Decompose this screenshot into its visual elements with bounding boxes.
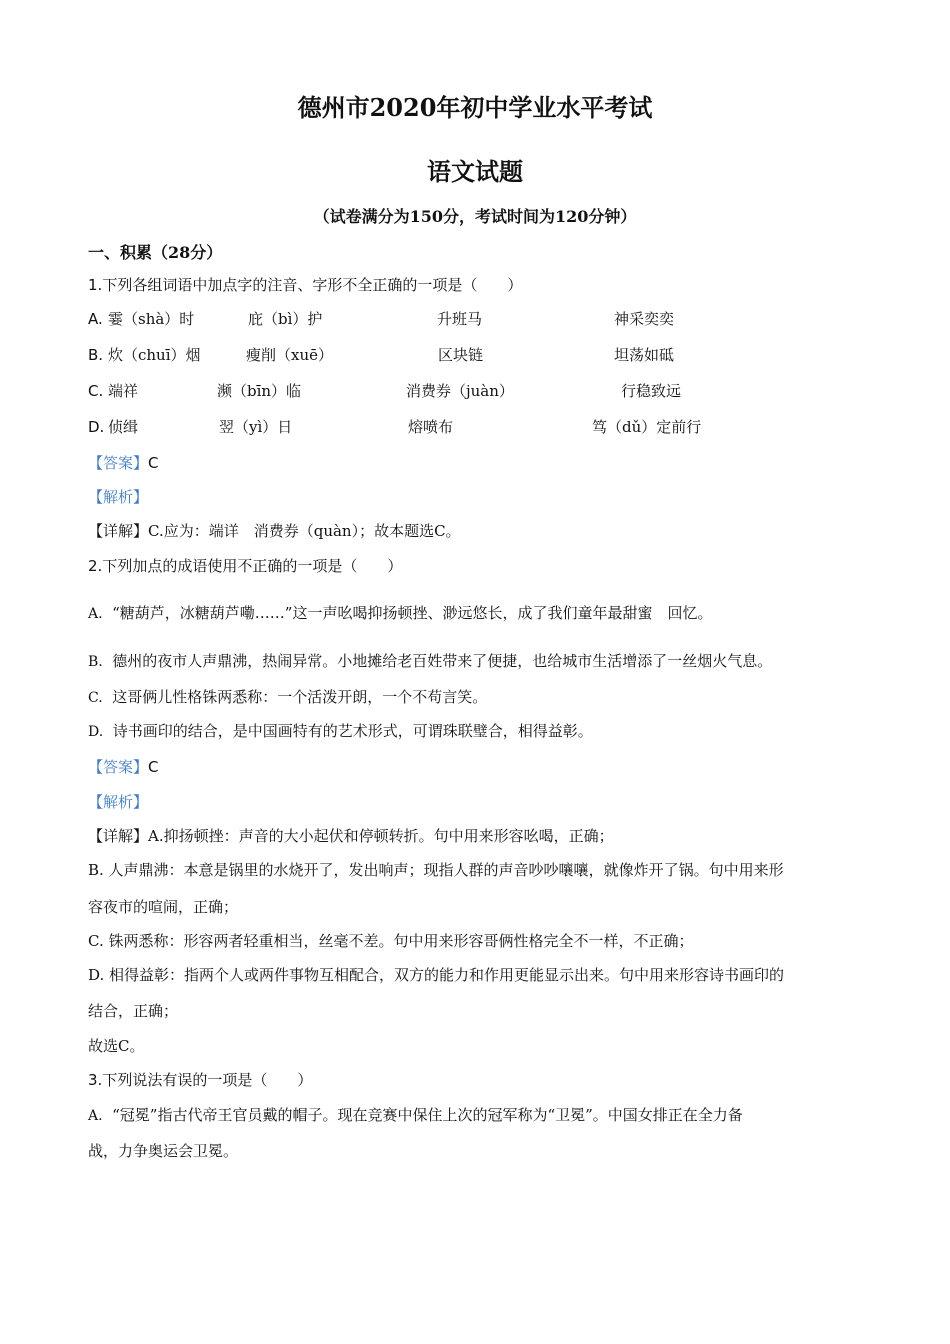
option-label: C. (88, 690, 103, 706)
answer-tag: 【答案】 (88, 454, 149, 472)
option-item: 神采奕奕 (614, 310, 675, 328)
q3-option-a (88, 1105, 743, 1126)
q1-analysis-tag: 【解析】 (88, 488, 149, 506)
q1-option-a (88, 309, 103, 329)
question-number: 3. (88, 1071, 103, 1089)
option-item: 行稳致远 (621, 382, 682, 400)
paper-subtitle: 语文试题 (427, 157, 523, 186)
q1-option-c (88, 381, 103, 401)
section-title: 一、积累（28分） (88, 243, 223, 262)
option-item: 区块链 (438, 346, 484, 364)
q1-answer (88, 453, 159, 473)
question-2 (88, 556, 402, 576)
q1-option-d (88, 417, 104, 437)
option-item: 炊（chuī）烟 (108, 346, 201, 364)
option-item: 濒（bīn）临 (217, 382, 302, 400)
question-number: 1. (88, 276, 103, 294)
option-label: A. (88, 310, 103, 328)
answer-tag: 【答案】 (88, 758, 149, 776)
option-item: 翌（yì）日 (219, 418, 293, 436)
q2-detail-line: D. 相得益彰：指两个人或两件事物互相配合，双方的能力和作用更能显示出来。句中用来形容诗书画印的 (88, 966, 785, 984)
q2-detail-line: 故选C。 (88, 1037, 145, 1055)
q2-option-c (88, 687, 487, 708)
option-label: B. (88, 654, 103, 670)
answer-value: C (148, 758, 159, 776)
option-item: 庇（bì）护 (248, 310, 323, 328)
q3-option-a-continued: 战，力争奥运会卫冕。 (88, 1142, 239, 1160)
option-label: B. (88, 346, 104, 364)
option-item: 坦荡如砥 (614, 346, 675, 364)
question-1 (88, 275, 522, 295)
q2-analysis-tag: 【解析】 (88, 793, 149, 811)
q2-detail-line: 结合，正确； (88, 1002, 179, 1020)
q2-answer (88, 757, 159, 777)
question-stem: 下列各组词语中加点字的注音、字形不全正确的一项是（ ） (102, 276, 523, 294)
q1-detail: 【详解】C.应为：端详 消费券（quàn）；故本题选C。 (88, 522, 461, 540)
question-3 (88, 1070, 312, 1090)
option-label: D. (88, 724, 104, 740)
q2-detail-line: C. 铢两悉称：形容两者轻重相当，丝毫不差。句中用来形容哥俩性格完全不一样，不正确； (88, 932, 694, 950)
option-text: “糖葫芦，冰糖葫芦嘞……”这一声吆喝抑扬顿挫、渺远悠长，成了我们童年最甜蜜 回忆。 (112, 604, 713, 622)
q2-detail-line: 【详解】A.抑扬顿挫：声音的大小起伏和停顿转折。句中用来形容吆喝，正确； (88, 827, 614, 845)
option-text: “冠冕”指古代帝王官员戴的帽子。现在竞赛中保住上次的冠军称为“卫冕”。中国女排正在全力备 (112, 1106, 743, 1124)
q1-option-b (88, 345, 103, 365)
q2-option-d (88, 721, 593, 742)
exam-note: （试卷满分为150分，考试时间为120分钟） (313, 207, 637, 226)
option-item: 侦缉 (108, 418, 139, 436)
exam-title: 德州市2020年初中学业水平考试 (297, 93, 653, 122)
q2-detail-line: 容夜市的喧闹，正确； (88, 898, 239, 916)
option-item: 熔喷布 (408, 418, 454, 436)
option-text: 这哥俩儿性格铢两悉称：一个活泼开朗，一个不苟言笑。 (112, 688, 488, 706)
option-item: 笃（dǔ）定前行 (592, 418, 702, 436)
option-item: 端祥 (108, 382, 139, 400)
question-stem: 下列加点的成语使用不正确的一项是（ ） (102, 557, 403, 575)
q2-option-a (88, 603, 712, 624)
question-stem: 下列说法有误的一项是（ ） (102, 1071, 313, 1089)
option-text: 德州的夜市人声鼎沸，热闹异常。小地摊给老百姓带来了便捷，也给城市生活增添了一丝烟火气息。 (112, 652, 773, 670)
option-label: A. (88, 606, 103, 622)
option-item: 霎（shà）时 (108, 310, 195, 328)
option-label: A. (88, 1108, 103, 1124)
q2-detail-line: B. 人声鼎沸：本意是锅里的水烧开了，发出响声；现指人群的声音吵吵嚷嚷，就像炸开了锅。句中用来形 (88, 861, 784, 879)
answer-value: C (148, 454, 159, 472)
option-label: C. (88, 382, 104, 400)
option-item: 瘦削（xuē） (246, 346, 333, 364)
question-number: 2. (88, 557, 103, 575)
option-label: D. (88, 418, 105, 436)
option-item: 消费券（juàn） (406, 382, 514, 400)
option-text: 诗书画印的结合，是中国画特有的艺术形式，可谓珠联璧合，相得益彰。 (112, 722, 593, 740)
q2-option-b (88, 651, 772, 672)
option-item: 升班马 (437, 310, 483, 328)
